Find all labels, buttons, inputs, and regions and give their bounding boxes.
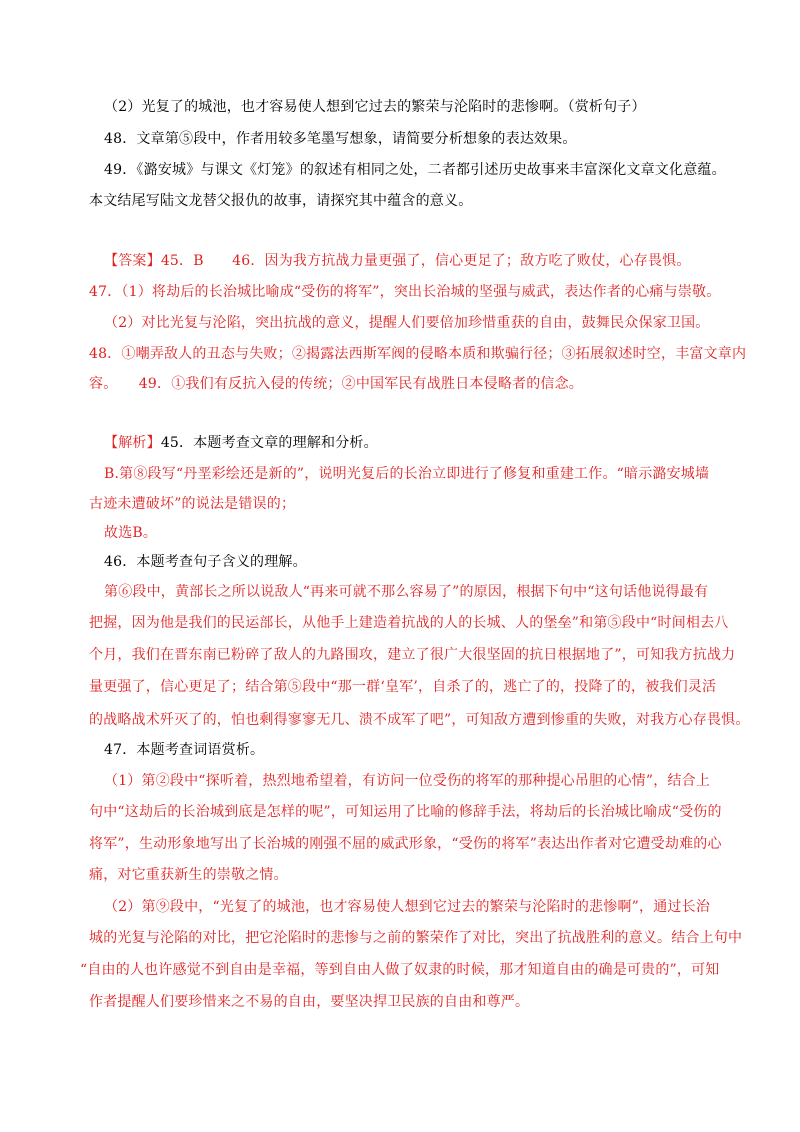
analysis-line-5: 46．本题考查句子含义的理解。 — [104, 554, 307, 570]
answer-tag: 【答案】 — [104, 253, 161, 269]
question-49-line1: 49．《潞安城》与课文《灯笼》的叙述有相同之处，二者都引述历史故事来丰富深化文章文化意蕴。 — [104, 162, 726, 178]
analysis-tag: 【解析】 — [104, 435, 161, 451]
analysis-line-12: （1）第②段中“探听着，热烈地希望着，有访问一位受伤的将军的那种提心吊胆的心情”，结合上 — [104, 773, 711, 789]
analysis-line-15: 痛，对它重获新生的崇敬之情。 — [89, 867, 288, 883]
analysis-line-6: 第⑥段中，黄部长之所以说敌人“再来可就不那么容易了”的原因，根据下句中“这句话他说得最有 — [104, 584, 709, 600]
analysis-line-7: 把握，因为他是我们的民运部长，从他手上建造着抗战的人的长城、人的堡垒”和第⑤段中“时间相去八 — [89, 615, 729, 631]
answer-line-5: 容。 49．①我们有反抗入侵的传统；②中国军民有战胜日本侵略者的信念。 — [89, 376, 584, 392]
analysis-line-16: （2）第⑨段中，“光复了的城池，也才容易使人想到它过去的繁荣与沦陷时的悲惨啊”，通过长治 — [104, 899, 711, 915]
answer-text-1: 45．B 46．因为我方抗战力量更强了，信心更足了；敌方吃了败仗，心存畏惧。 — [160, 253, 691, 269]
analysis-line-13: 句中“这劫后的长治城到底是怎样的呢”，可知运用了比喻的修辞手法，将劫后的长治城比喻成“受伤的 — [89, 804, 722, 820]
analysis-line-3: 古迹未遭破坏”的说法是错误的； — [89, 496, 296, 512]
answer-line-2: 47．（1）将劫后的长治城比喻成“受伤的将军”，突出长治城的坚强与威武，表达作者的心痛与崇敬。 — [89, 284, 721, 300]
analysis-line-19: 作者提醒人们要珍惜来之不易的自由，要坚决捍卫民族的自由和尊严。 — [89, 994, 530, 1010]
analysis-line-18: “自由的人也许感觉不到自由是幸福，等到自由人做了奴隶的时候，那才知道自由的确是可贵的”，可知 — [80, 962, 720, 978]
question-47-2: （2）光复了的城池，也才容易使人想到它过去的繁荣与沦陷时的悲惨啊。（赏析句子） — [104, 99, 646, 115]
analysis-line-1 — [104, 433, 378, 453]
question-49-line2: 本文结尾写陆文龙替父报仇的故事，请探究其中蕴含的意义。 — [89, 193, 473, 209]
analysis-line-4: 故选B。 — [104, 525, 158, 541]
analysis-text-1: 45．本题考查文章的理解和分析。 — [160, 435, 378, 451]
analysis-line-2: B.第⑧段写“丹垩彩绘还是新的”，说明光复后的长治立即进行了修复和重建工作。“暗示潞安城墙 — [104, 466, 710, 482]
analysis-line-14: 将军”，生动形象地写出了长治城的刚强不屈的威武形象，“受伤的将军”表达出作者对它遭受劫难的心 — [89, 836, 722, 852]
question-48: 48．文章第⑤段中，作者用较多笔墨写想象，请简要分析想象的表达效果。 — [104, 131, 577, 147]
analysis-line-17: 城的光复与沦陷的对比，把它沦陷时的悲惨与之前的繁荣作了对比，突出了抗战胜利的意义。结合上句中 — [89, 930, 743, 946]
analysis-line-11: 47．本题考查词语赏析。 — [104, 742, 265, 758]
analysis-line-8: 个月，我们在晋东南已粉碎了敌人的九路围攻，建立了很广大很坚固的抗日根据地了”，可知我方抗战力 — [89, 647, 736, 663]
answer-line-3: （2）对比光复与沦陷，突出抗战的意义，提醒人们要倍加珍惜重获的自由，鼓舞民众保家卫国。 — [104, 315, 710, 331]
answer-line-1 — [104, 251, 691, 271]
analysis-line-10: 的战略战术歼灭了的，怕也剩得寥寥无几、溃不成军了吧”，可知敌方遭到惨重的失败，对我方心存畏惧。 — [89, 712, 750, 728]
answer-line-4: 48．①嘲弄敌人的丑态与失败；②揭露法西斯军阀的侵略本质和欺骗行径；③拓展叙述时空，丰富文章内 — [89, 346, 747, 362]
analysis-line-9: 量更强了，信心更足了；结合第⑤段中“那一群‘皇军’，自杀了的，逃亡了的，投降了的，被我们灵活 — [89, 679, 717, 695]
